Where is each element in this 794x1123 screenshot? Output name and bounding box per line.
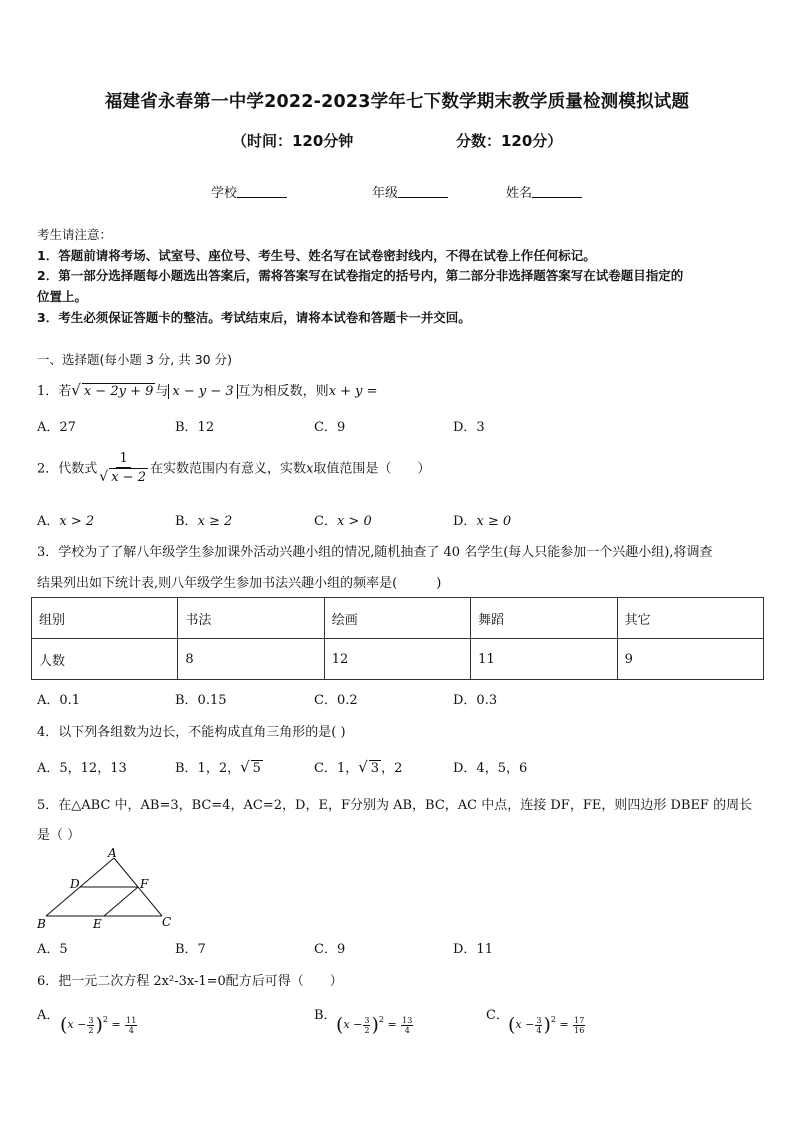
label-d: D	[70, 877, 80, 891]
q1-option-b[interactable]: B．12	[175, 420, 215, 435]
stats-table	[31, 597, 764, 680]
notice-heading: 考生请注意：	[37, 227, 113, 242]
table-cell: 12	[324, 639, 470, 680]
notice-item-2: 2．第一部分选择题每小题选出答案后，需将答案写在试卷指定的括号内，第二部分非选择题答案写在试卷题目指定的	[37, 268, 684, 283]
label-c: C	[162, 915, 172, 929]
school-field[interactable]	[211, 182, 287, 201]
q4-option-b[interactable]: B．1，2，√ 5	[175, 758, 261, 776]
notice-item-3: 3．考生必须保证答题卡的整洁。考试结束后，请将本试卷和答题卡一并交回。	[37, 310, 471, 325]
q1-sqrt-expr: x − 2y + 9	[83, 384, 154, 399]
question-4: 4．以下列各组数为边长，不能构成直角三角形的是( )	[37, 725, 346, 740]
q6-option-c-label[interactable]: C．	[486, 1008, 509, 1023]
q2-option-d[interactable]: D．x ≥ 0	[453, 514, 512, 529]
q3-option-b[interactable]: B．0.15	[175, 693, 227, 708]
table-cell: 9	[617, 639, 763, 680]
q3-option-a[interactable]: A．0.1	[37, 693, 81, 708]
section-heading: 一、选择题(每小题 3 分, 共 30 分)	[37, 352, 232, 367]
notice-item-1: 1．答题前请将考场、试室号、座位号、考生号、姓名写在试卷密封线内，不得在试卷上作任何标记。	[37, 248, 596, 263]
grade-field[interactable]	[372, 182, 448, 201]
triangle-figure	[32, 846, 182, 932]
name-field[interactable]	[506, 182, 582, 201]
q6-option-a-expr[interactable]: (x − $\frac{3}{2}$ )$^2$ = $\frac{11}{4}$	[60, 1014, 137, 1036]
name-label: 姓名	[506, 186, 533, 201]
q2-option-c[interactable]: C．x > 0	[314, 514, 372, 529]
question-3-line-2: 结果列出如下统计表,则八年级学生参加书法兴趣小组的频率是( )	[37, 576, 442, 591]
q3-option-d[interactable]: D．0.3	[453, 693, 498, 708]
grade-blank[interactable]	[398, 185, 448, 198]
score-label: 分数：120分）	[456, 132, 563, 150]
q5-option-c[interactable]: C．9	[314, 942, 346, 957]
q1-option-c[interactable]: C．9	[314, 420, 346, 435]
notice-item-2-cont: 位置上。	[37, 289, 88, 304]
q4-option-d[interactable]: D．4，5，6	[453, 761, 528, 776]
table-cell: 其它	[617, 598, 763, 639]
label-e: E	[93, 917, 102, 931]
label-b: B	[37, 917, 46, 931]
name-blank[interactable]	[532, 185, 582, 198]
question-6: 6．把一元二次方程 2x²-3x-1=0配方后可得（ ）	[37, 974, 343, 989]
q4-option-a[interactable]: A．5，12，13	[37, 761, 127, 776]
q1-abs-expr: x − y − 3	[168, 384, 237, 399]
table-cell: 11	[471, 639, 617, 680]
q1-option-a[interactable]: A．27	[37, 420, 76, 435]
q4-option-c[interactable]: C．1，√ 3 ，2	[314, 758, 403, 776]
q6-option-b-label[interactable]: B．	[314, 1008, 337, 1023]
q3-option-c[interactable]: C．0.2	[314, 693, 358, 708]
q5-option-a[interactable]: A．5	[37, 942, 68, 957]
table-row	[32, 639, 764, 680]
question-3-line-1: 3．学校为了了解八年级学生参加课外活动兴趣小组的情况,随机抽查了 40 名学生(每人只能参加一个兴趣小组),将调查	[37, 545, 713, 560]
question-5-line-1: 5．在△ABC 中，AB=3，BC=4，AC=2，D，E，F分别为 AB，BC，AC 中点，连接 DF，FE，则四边形 DBEF 的周长	[37, 798, 753, 813]
q5-option-b[interactable]: B．7	[175, 942, 206, 957]
segment-fe	[104, 887, 138, 916]
question-2: 2．代数式 $\frac{1}{√ x - 2}$ 在实数范围内有意义，实数x取值范围是（ ）	[37, 451, 431, 485]
table-cell: 绘画	[324, 598, 470, 639]
q6-option-a-label[interactable]: A．	[37, 1008, 60, 1023]
table-header-row	[32, 598, 764, 639]
school-blank[interactable]	[237, 185, 287, 198]
q1-option-d[interactable]: D．3	[453, 420, 485, 435]
grade-label: 年级	[372, 186, 399, 201]
q2-fraction: $\frac{1}{√ x - 2}$	[99, 451, 146, 485]
question-5-line-2: 是（ ）	[37, 828, 81, 843]
table-cell: 人数	[32, 639, 178, 680]
q2-option-b[interactable]: B．x ≥ 2	[175, 514, 233, 529]
time-label: （时间：120分钟	[232, 132, 354, 150]
table-cell: 书法	[178, 598, 324, 639]
label-a: A	[108, 846, 117, 860]
exam-title: 福建省永春第一中学2022-2023学年七下数学期末教学质量检测模拟试题	[104, 92, 690, 112]
q2-option-a[interactable]: A．x > 2	[37, 514, 95, 529]
school-label: 学校	[211, 186, 238, 201]
q6-option-c-expr[interactable]: (x − $\frac{3}{4}$ )$^2$ = $\frac{17}{16}$	[508, 1014, 585, 1036]
table-cell: 组别	[32, 598, 178, 639]
q6-option-b-expr[interactable]: (x − $\frac{3}{2}$ )$^2$ = $\frac{13}{4}$	[336, 1014, 413, 1036]
table-cell: 舞蹈	[471, 598, 617, 639]
q5-option-d[interactable]: D．11	[453, 942, 493, 957]
q1-ask: x + y =	[328, 384, 378, 399]
question-1: 1．若√ x − 2y + 9 与 x − y − 3 互为相反数，则x + y =	[37, 381, 378, 399]
table-cell: 8	[178, 639, 324, 680]
label-f: F	[140, 877, 149, 891]
